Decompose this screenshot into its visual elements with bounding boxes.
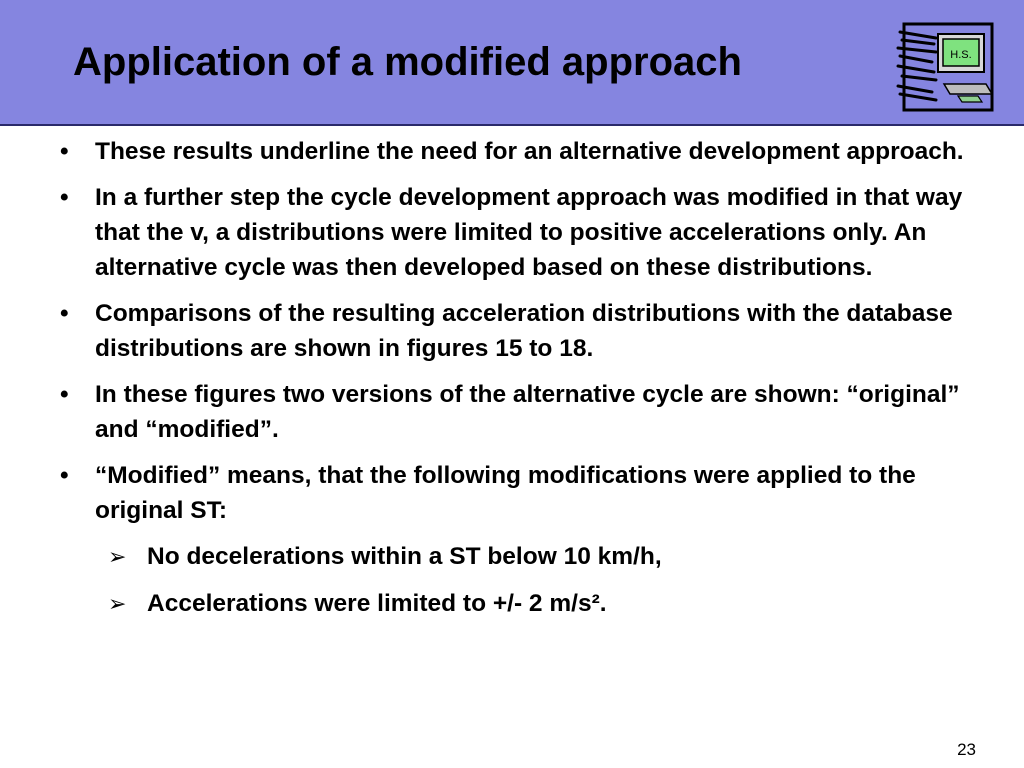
bullet-text: These results underline the need for an alternative development approach. bbox=[95, 138, 964, 165]
bullet-item bbox=[60, 377, 1000, 447]
bullet-item bbox=[60, 296, 1000, 366]
title-bar bbox=[0, 0, 1024, 126]
arrow-bullet-icon: ➢ bbox=[108, 544, 127, 569]
bullet-text: In these figures two versions of the alternative cycle are shown: “original” and “modified”. bbox=[95, 381, 960, 443]
slide-title: Application of a modified approach bbox=[73, 40, 742, 84]
bullet-dot: • bbox=[60, 300, 69, 327]
bullet-dot: • bbox=[60, 138, 69, 165]
bullet-dot: • bbox=[60, 184, 69, 211]
bullet-item bbox=[60, 180, 1000, 285]
page-number: 23 bbox=[957, 740, 976, 759]
sub-bullet-item bbox=[60, 586, 1000, 621]
bullet-dot: • bbox=[60, 381, 69, 408]
sub-bullet-item bbox=[60, 539, 1000, 574]
computer-logo-icon bbox=[892, 22, 996, 114]
sub-bullet-text: Accelerations were limited to +/- 2 m/s². bbox=[147, 590, 607, 617]
bullet-dot: • bbox=[60, 462, 69, 489]
bullet-text: “Modified” means, that the following modifications were applied to the original ST: bbox=[95, 462, 916, 524]
bullet-list bbox=[60, 134, 1000, 633]
arrow-bullet-icon: ➢ bbox=[108, 591, 127, 616]
bullet-text: Comparisons of the resulting acceleration distributions with the database distributions are shown in figures 15 to 18. bbox=[95, 300, 953, 362]
logo-text: H.S. bbox=[950, 49, 972, 61]
bullet-item bbox=[60, 458, 1000, 528]
bullet-item bbox=[60, 134, 1000, 169]
sub-bullet-text: No decelerations within a ST below 10 km/h, bbox=[147, 543, 662, 570]
bullet-text: In a further step the cycle development approach was modified in that way that the v, a distributions were limited to positive accelerations only. An alternative cycle was then developed based on these distributions. bbox=[95, 184, 963, 281]
